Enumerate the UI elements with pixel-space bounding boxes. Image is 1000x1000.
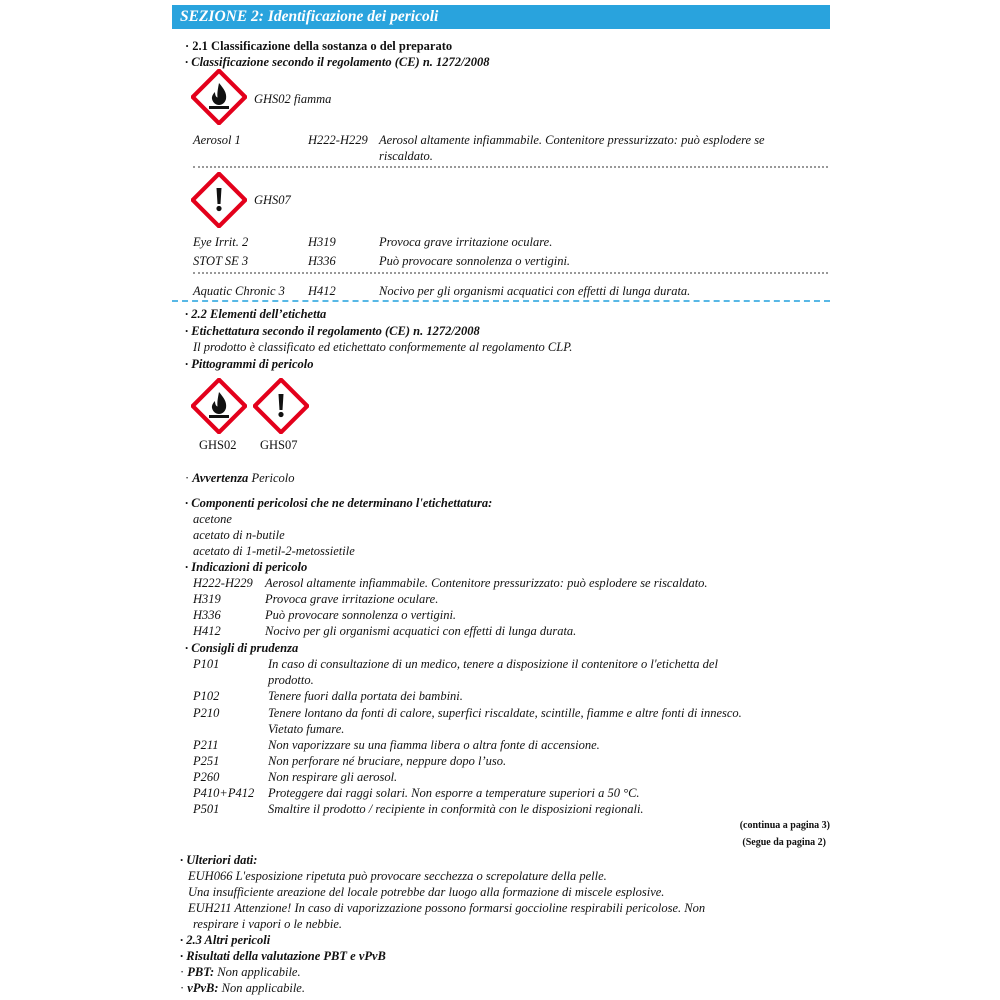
section-banner [172,5,830,29]
divider [193,272,828,274]
precaution-code: P101 [193,657,220,671]
hazard-code: H222-H229 [193,576,253,590]
hazard-code: H412 [193,624,221,638]
hazard-code: H336 [193,608,221,622]
precaution-text: Tenere fuori dalla portata dei bambini. [268,689,463,703]
section-2-3-heading: · 2.3 Altri pericoli [180,933,271,947]
ghs07-caption: GHS07 [260,438,298,452]
further-data-heading: · Ulteriori dati: [180,853,258,867]
class-row-text: Provoca grave irritazione oculare. [379,235,553,249]
section-title: SEZIONE 2: Identificazione dei pericoli [180,8,439,25]
class-row-cls: Aquatic Chronic 3 [193,284,285,298]
component-item: acetato di n-butile [193,528,285,542]
precaution-code: P260 [193,770,220,784]
further-data-line: Una insufficiente areazione del locale potrebbe dar luogo alla formazione di miscele esplosive. [188,885,665,899]
hazard-text: Nocivo per gli organismi acquatici con effetti di lunga durata. [265,624,577,638]
precaution-code: P210 [193,706,220,720]
hazard-text: Può provocare sonnolenza o vertigini. [265,608,457,622]
precaution-code: P501 [193,802,220,816]
class-row-code: H412 [308,284,336,298]
section-2-1-heading: · 2.1 Classificazione della sostanza o del preparato [185,39,453,53]
aerosol-class: Aerosol 1 [193,133,241,147]
continued-from-note: (Segue da pagina 2) [742,837,826,848]
section-2-2-heading: · 2.2 Elementi dell’etichetta [185,307,327,321]
precaution-text: Non vaporizzare su una fiamma libera o altra fonte di accensione. [268,738,600,752]
section-separator [172,300,830,302]
precaution-text: Proteggere dai raggi solari. Non esporre a temperature superiori a 50 °C. [268,786,640,800]
flame-pictogram-icon [191,69,247,125]
hazard-text: Aerosol altamente infiammabile. Contenitore pressurizzato: può esplodere se riscaldato. [265,576,708,590]
pbt-heading: · Risultati della valutazione PBT e vPvB [180,949,386,963]
class-row-code: H336 [308,254,336,268]
ghs07-label: GHS07 [254,193,291,207]
precaution-text: Tenere lontano da fonti di calore, superfici riscaldate, scintille, fiamme e altre fonti di innesco. [268,706,742,720]
precaution-text: Non perforare né bruciare, neppure dopo l’uso. [268,754,507,768]
classification-regulation: · Classificazione secondo il regolamento (CE) n. 1272/2008 [185,55,490,69]
precaution-code: P410+P412 [193,786,255,800]
labelling-regulation: · Etichettatura secondo il regolamento (CE) n. 1272/2008 [185,324,480,338]
ghs02-label: GHS02 fiamma [254,92,332,106]
aerosol-text: Aerosol altamente infiammabile. Contenitore pressurizzato: può esplodere se [379,133,765,147]
aerosol-text-cont: riscaldato. [379,149,433,163]
aerosol-code: H222-H229 [308,133,368,147]
divider [193,166,828,168]
precaution-code: P102 [193,689,220,703]
vpvb-row: · vPvB: Non applicabile. [180,981,305,995]
exclamation-pictogram-icon [191,172,247,228]
signal-word: · Avvertenza Pericolo [185,471,295,485]
precaution-text: Non respirare gli aerosol. [268,770,398,784]
pbt-row: · PBT: Non applicabile. [180,965,301,979]
hazard-code: H319 [193,592,221,606]
further-data-line: EUH211 Attenzione! In caso di vaporizzazione possono formarsi goccioline respirabili pericolose. Non [188,901,706,915]
ghs02-caption: GHS02 [199,438,237,452]
flame-pictogram-icon [191,378,247,434]
precaution-text: Vietato fumare. [268,722,345,736]
precaution-text: prodotto. [268,673,314,687]
class-row-text: Può provocare sonnolenza o vertigini. [379,254,571,268]
precaution-code: P251 [193,754,220,768]
hazard-heading: · Indicazioni di pericolo [185,560,308,574]
further-data-line: respirare i vapori o le nebbie. [193,917,343,931]
class-row-cls: Eye Irrit. 2 [193,235,249,249]
further-data-line: EUH066 L'esposizione ripetuta può provocare secchezza o screpolature della pelle. [188,869,607,883]
hazard-text: Provoca grave irritazione oculare. [265,592,439,606]
component-item: acetone [193,512,232,526]
clp-statement: Il prodotto è classificato ed etichettato conformemente al regolamento CLP. [193,340,573,354]
precaution-code: P211 [193,738,219,752]
continued-note: (continua a pagina 3) [739,820,830,831]
components-heading: · Componenti pericolosi che ne determinano l'etichettatura: [185,496,493,510]
class-row-text: Nocivo per gli organismi acquatici con effetti di lunga durata. [379,284,691,298]
precaution-heading: · Consigli di prudenza [185,641,299,655]
component-item: acetato di 1-metil-2-metossietile [193,544,355,558]
precaution-text: In caso di consultazione di un medico, tenere a disposizione il contenitore o l'etichetta del [268,657,718,671]
precaution-text: Smaltire il prodotto / recipiente in conformità con le disposizioni regionali. [268,802,644,816]
exclamation-pictogram-icon [253,378,309,434]
class-row-code: H319 [308,235,336,249]
pictograms-heading: · Pittogrammi di pericolo [185,357,314,371]
class-row-cls: STOT SE 3 [193,254,249,268]
